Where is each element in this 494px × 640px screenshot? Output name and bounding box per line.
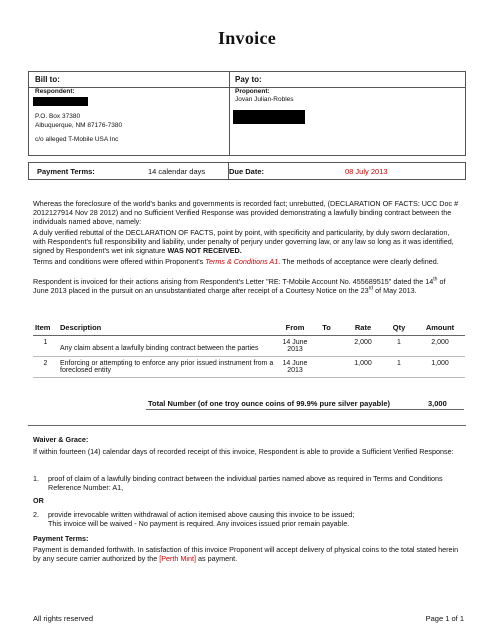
bill-to-header: Bill to: bbox=[29, 72, 229, 88]
option-2-text bbox=[48, 510, 463, 528]
paragraph-invoiced-text-b: of June 2013 placed in the pursuit on an unsubstantiated charge after receipt of a Courtesy Notice on the 23 bbox=[33, 277, 446, 296]
item-rate: 2,000 bbox=[343, 336, 383, 357]
paragraph-foreclosure: Whereas the foreclosure of the world's banks and governments is recorded fact; unrebutted, (DECLARATION OF FACTS: UCC Doc # 2012127914 Nov 28 2012) and no Sufficient Verified Response was provided demonstrating a lawfully binding contract between the individuals named above, namely: bbox=[33, 199, 459, 227]
payment-terms-text-a: Payment is demanded forthwith. In satisfaction of this invoice Proponent will accept delivery of physical coins to the total stated herein by any secure carrier authorized by the bbox=[33, 545, 459, 564]
item-amount: 1,000 bbox=[415, 357, 465, 378]
paragraph-terms-text-a: Terms and conditions were offered within Proponent's bbox=[33, 257, 204, 266]
payment-terms-box bbox=[28, 162, 466, 180]
bill-to-section bbox=[29, 72, 230, 155]
item-qty: 1 bbox=[383, 357, 415, 378]
waiver-heading: Waiver & Grace: bbox=[33, 435, 89, 444]
option-1-number: 1. bbox=[33, 474, 39, 483]
header-from: From bbox=[280, 323, 310, 336]
item-description: Any claim absent a lawfully binding contract between the parties bbox=[58, 336, 280, 357]
invoice-title: Invoice bbox=[217, 28, 277, 48]
respondent-redaction bbox=[33, 97, 88, 106]
proponent-name: Jovan Julian-Robles bbox=[235, 96, 294, 103]
waiver-intro: If within fourteen (14) calendar days of recorded receipt of this invoice, Respondent is able to provide a Sufficient Verified Response: bbox=[33, 447, 454, 456]
header-qty: Qty bbox=[383, 323, 415, 336]
respondent-address-line-1: P.O. Box 37380 bbox=[35, 113, 81, 120]
footer-page-number: Page 1 of 1 bbox=[425, 614, 464, 623]
item-to bbox=[310, 336, 343, 357]
due-date-value: 08 July 2013 bbox=[345, 167, 388, 176]
option-2-line-b: This invoice will be waived - No payment is required. Any invoices issued prior remain payable. bbox=[48, 519, 350, 529]
header-amount: Amount bbox=[415, 323, 465, 336]
or-separator: OR bbox=[33, 496, 44, 505]
option-2-line-a: provide irrevocable written withdrawal of action itemised above causing this invoice to be issued; bbox=[48, 510, 355, 519]
respondent-address-line-4: c/o alleged T-Mobile USA Inc bbox=[35, 136, 119, 143]
respondent-address-line-2: Albuquerque, NM 87176-7380 bbox=[35, 121, 123, 129]
not-received-text: WAS NOT RECEIVED. bbox=[167, 246, 242, 256]
payment-terms-text bbox=[33, 545, 463, 563]
payment-terms-heading: Payment Terms: bbox=[33, 534, 89, 543]
item-to bbox=[310, 357, 343, 378]
paragraph-terms bbox=[33, 257, 463, 266]
header-rate: Rate bbox=[343, 323, 383, 336]
header-description: Description bbox=[58, 323, 280, 336]
item-description: Enforcing or attempting to enforce any prior issued instrument from a foreclosed entity bbox=[58, 357, 280, 378]
item-rate: 1,000 bbox=[343, 357, 383, 378]
proponent-label: Proponent: bbox=[235, 88, 270, 95]
bill-pay-box bbox=[28, 71, 466, 156]
pay-to-header: Pay to: bbox=[229, 72, 465, 88]
total-label: Total Number (of one troy ounce coins of 99.9% pure silver payable) bbox=[148, 399, 390, 408]
item-number: 2 bbox=[33, 357, 58, 378]
items-table bbox=[33, 323, 465, 378]
footer-rights: All rights reserved bbox=[33, 614, 94, 623]
paragraph-invoiced-text-a: Respondent is invoiced for their actions arising from Respondent's Letter "RE: T-Mobile Account No. 455689515" dated the 14 bbox=[33, 277, 434, 286]
superscript-rd: rd bbox=[368, 285, 374, 292]
payment-divider bbox=[228, 162, 229, 180]
section-divider bbox=[28, 425, 466, 426]
header-to: To bbox=[310, 323, 343, 336]
total-underline bbox=[146, 409, 464, 410]
respondent-label: Respondent: bbox=[35, 88, 75, 95]
superscript-th: th bbox=[433, 276, 438, 283]
payment-terms-text-b: as payment. bbox=[198, 554, 238, 564]
payment-terms-value: 14 calendar days bbox=[148, 167, 206, 176]
paragraph-invoiced bbox=[33, 277, 463, 295]
item-qty: 1 bbox=[383, 336, 415, 357]
option-1-text: proof of claim of a lawfully binding contract between the individual parties named above as required in Terms and Conditions Reference Number: A1, bbox=[48, 474, 443, 493]
proponent-redaction bbox=[233, 110, 305, 124]
payment-terms-label: Payment Terms: bbox=[37, 167, 95, 176]
paragraph-rebuttal-text: A duly verified rebuttal of the DECLARATION OF FACTS, point by point, with specificity and particularity, by duly sworn declaration, with Respondent's full responsibility and liability, under penalty of perjury under governing law, or any law so long as it was identified, signed by Respondent's wet ink signature bbox=[33, 228, 454, 256]
total-value: 3,000 bbox=[428, 399, 447, 408]
header-item: Item bbox=[33, 323, 58, 336]
table-row bbox=[33, 357, 465, 378]
perth-mint-link[interactable]: [Perth Mint] bbox=[159, 554, 196, 564]
paragraph-terms-text-b: . The methods of acceptance were clearly defined. bbox=[278, 257, 439, 266]
item-from: 14 June 2013 bbox=[280, 336, 310, 357]
items-header-row bbox=[33, 323, 465, 336]
terms-conditions-link[interactable]: Terms & Conditions A1 bbox=[205, 257, 279, 266]
pay-to-section bbox=[229, 72, 465, 155]
item-from: 14 June 2013 bbox=[280, 357, 310, 378]
item-number: 1 bbox=[33, 336, 58, 357]
option-2-number: 2. bbox=[33, 510, 39, 519]
item-amount: 2,000 bbox=[415, 336, 465, 357]
paragraph-rebuttal bbox=[33, 228, 463, 256]
paragraph-invoiced-text-c: of May 2013. bbox=[373, 286, 417, 296]
table-row bbox=[33, 336, 465, 357]
due-date-label: Due Date: bbox=[229, 167, 265, 176]
